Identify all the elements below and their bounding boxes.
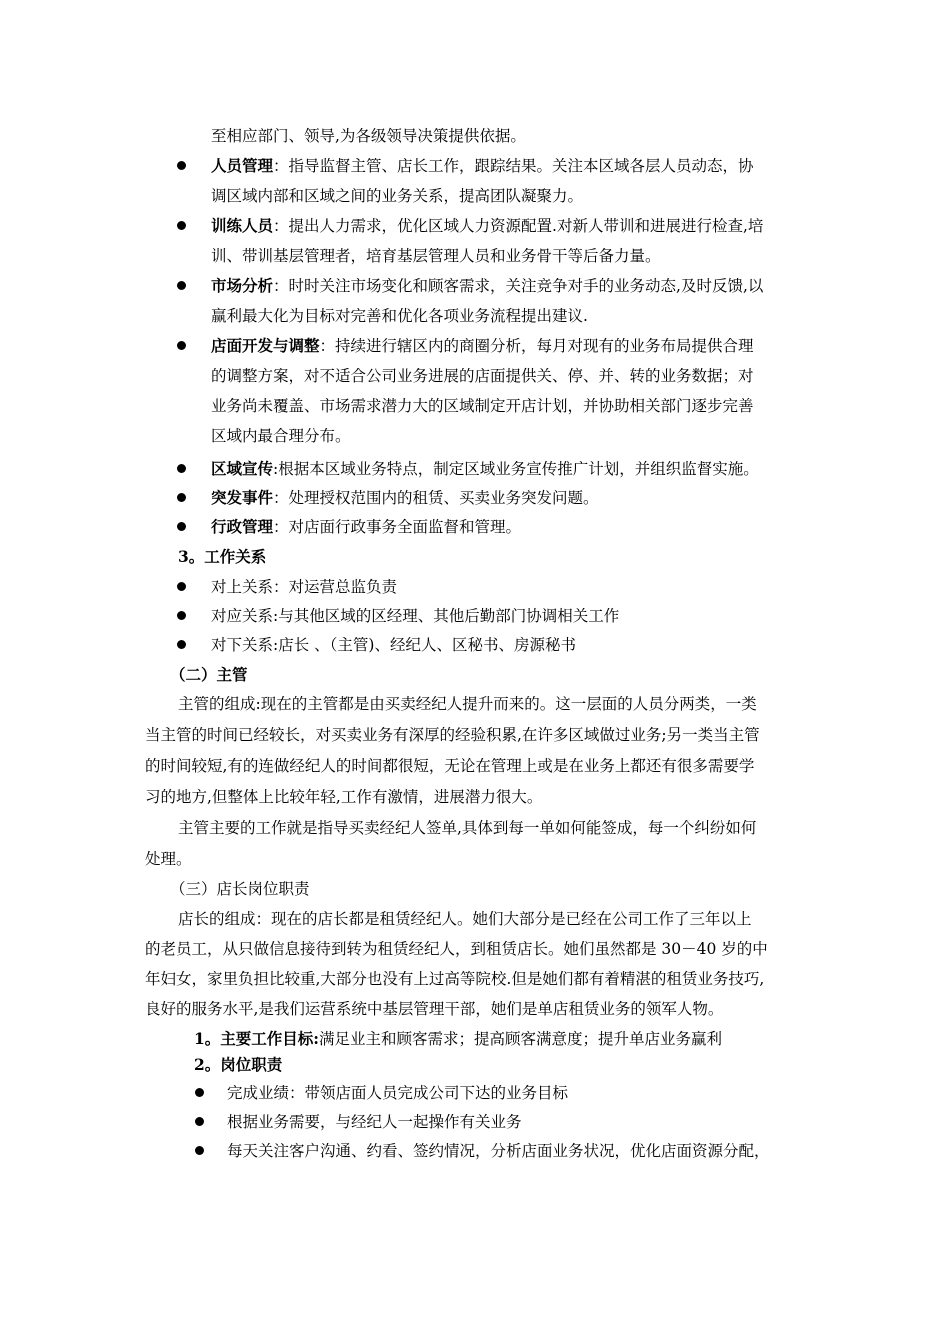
duty-separator: :	[273, 460, 279, 478]
duty-separator: ：	[273, 518, 289, 536]
relation-item-peer: 对应关系:与其他区域的区经理、其他后勤部门协调相关工作	[211, 607, 620, 625]
supervisor-heading: （二）主管	[170, 665, 248, 684]
duties2-item: 根据业务需要，与经纪人一起操作有关业务	[227, 1113, 522, 1131]
duties2-item: 完成业绩：带领店面人员完成公司下达的业务目标	[227, 1084, 569, 1102]
duty-text: 持续进行辖区内的商圈分析，每月对现有的业务布局提供合理	[335, 337, 754, 355]
duties2-item: 每天关注客户沟通、约看、签约情况，分析店面业务状况，优化店面资源分配，	[227, 1142, 770, 1160]
duty-separator: ：	[273, 157, 289, 175]
duty-term: 市场分析	[211, 276, 274, 295]
manager-para-line: 的老员工，从只做信息接待到转为租赁经纪人，到租赁店长。她们虽然都是 30－40 岁的中	[145, 940, 768, 958]
duty-separator: ：	[273, 489, 289, 507]
duties2-heading: 2。岗位职责	[194, 1055, 283, 1074]
supervisor-para1-line: 当主管的时间已经较长，对买卖业务有深厚的经验积累,在许多区域做过业务;另一类当主管	[145, 726, 760, 744]
duty-term: 训练人员	[211, 216, 274, 235]
duty-separator: ：	[319, 337, 336, 355]
duty-text-line: 业务尚未覆盖、市场需求潜力大的区域制定开店计划，并协助相关部门逐步完善	[211, 397, 754, 415]
duty-text: 时时关注市场变化和顾客需求，关注竞争对手的业务动态,及时反馈,以	[288, 277, 764, 295]
bullet-icon	[177, 221, 186, 230]
manager-para-line: 店长的组成：现在的店长都是租赁经纪人。她们大部分是已经在公司工作了三年以上	[178, 910, 752, 928]
supervisor-para2-line: 主管主要的工作就是指导买卖经纪人签单,具体到每一单如何能签成，每一个纠纷如何	[178, 819, 757, 837]
duty-term: 突发事件	[211, 488, 274, 507]
duty-term: 行政管理	[211, 517, 274, 536]
supervisor-para2-line: 处理。	[145, 850, 192, 868]
bullet-icon	[177, 464, 186, 473]
manager-para-line: 良好的服务水平,是我们运营系统中基层管理干部，她们是单店租赁业务的领军人物。	[145, 1000, 724, 1018]
supervisor-para1-line: 的时间较短,有的连做经纪人的时间都很短，无论在管理上或是在业务上都还有很多需要学	[145, 757, 755, 775]
duty-text: 对店面行政事务全面监督和管理。	[288, 518, 522, 536]
supervisor-para1-line: 习的地方,但整体上比较年轻,工作有激情，进展潜力很大。	[145, 788, 543, 806]
duty-text-line: 训、带训基层管理者，培育基层管理人员和业务骨干等后备力量。	[211, 247, 661, 265]
duty-item-emergency	[211, 488, 599, 508]
manager-heading: （三）店长岗位职责	[170, 880, 310, 898]
goal-text: 满足业主和顾客需求；提高顾客满意度；提升单店业务赢利	[319, 1030, 723, 1048]
relations-heading: 3。工作关系	[178, 547, 267, 566]
duty-item-promotion	[211, 459, 759, 479]
duty-text-line: 调区域内部和区域之间的业务关系，提高团队凝聚力。	[211, 187, 584, 205]
duty-term: 区域宣传	[211, 459, 274, 478]
goal-line	[194, 1029, 722, 1049]
relation-item-up: 对上关系：对运营总监负责	[211, 578, 398, 596]
duty-text: 提出人力需求，优化区域人力资源配置.对新人带训和进展进行检查,培	[288, 217, 764, 235]
bullet-icon	[177, 582, 186, 591]
duty-item-store-dev	[211, 336, 754, 356]
duty-item-market	[211, 276, 763, 296]
duty-text-line: 区域内最合理分布。	[211, 427, 351, 445]
duty-text: 处理授权范围内的租赁、买卖业务突发问题。	[288, 489, 599, 507]
bullet-icon	[195, 1146, 204, 1155]
manager-para-line: 年妇女，家里负担比较重,大部分也没有上过高等院校.但是她们都有着精湛的租赁业务技巧,	[145, 970, 765, 988]
bullet-icon	[177, 640, 186, 649]
bullet-icon	[177, 493, 186, 502]
duty-separator: ：	[273, 277, 289, 295]
bullet-icon	[195, 1088, 204, 1097]
duty-text-line: 赢利最大化为目标对完善和优化各项业务流程提出建议.	[211, 307, 588, 325]
bullet-icon	[177, 161, 186, 170]
bullet-icon	[177, 341, 186, 350]
bullet-icon	[195, 1117, 204, 1126]
duty-item-personnel	[211, 156, 754, 176]
duty-text-line: 的调整方案，对不适合公司业务进展的店面提供关、停、并、转的业务数据；对	[211, 367, 754, 385]
bullet-icon	[177, 611, 186, 620]
duty-item-admin	[211, 517, 521, 537]
duty-term: 店面开发与调整	[211, 336, 320, 355]
goal-label: 1。主要工作目标:	[194, 1029, 320, 1048]
supervisor-para1-line: 主管的组成:现在的主管都是由买卖经纪人提升而来的。这一层面的人员分两类，一类	[178, 695, 757, 713]
duty-separator: ：	[273, 217, 289, 235]
duty-text: 指导监督主管、店长工作，跟踪结果。关注本区域各层人员动态，协	[288, 157, 754, 175]
duty-item-training	[211, 216, 763, 236]
duty-continuation: 至相应部门、领导,为各级领导决策提供依据。	[211, 127, 526, 145]
bullet-icon	[177, 522, 186, 531]
bullet-icon	[177, 281, 186, 290]
duty-text: 根据本区域业务特点，制定区域业务宣传推广计划，并组织监督实施。	[278, 460, 759, 478]
duty-term: 人员管理	[211, 156, 274, 175]
relation-item-down: 对下关系:店长 、（主管)、经纪人、区秘书、房源秘书	[211, 636, 576, 654]
